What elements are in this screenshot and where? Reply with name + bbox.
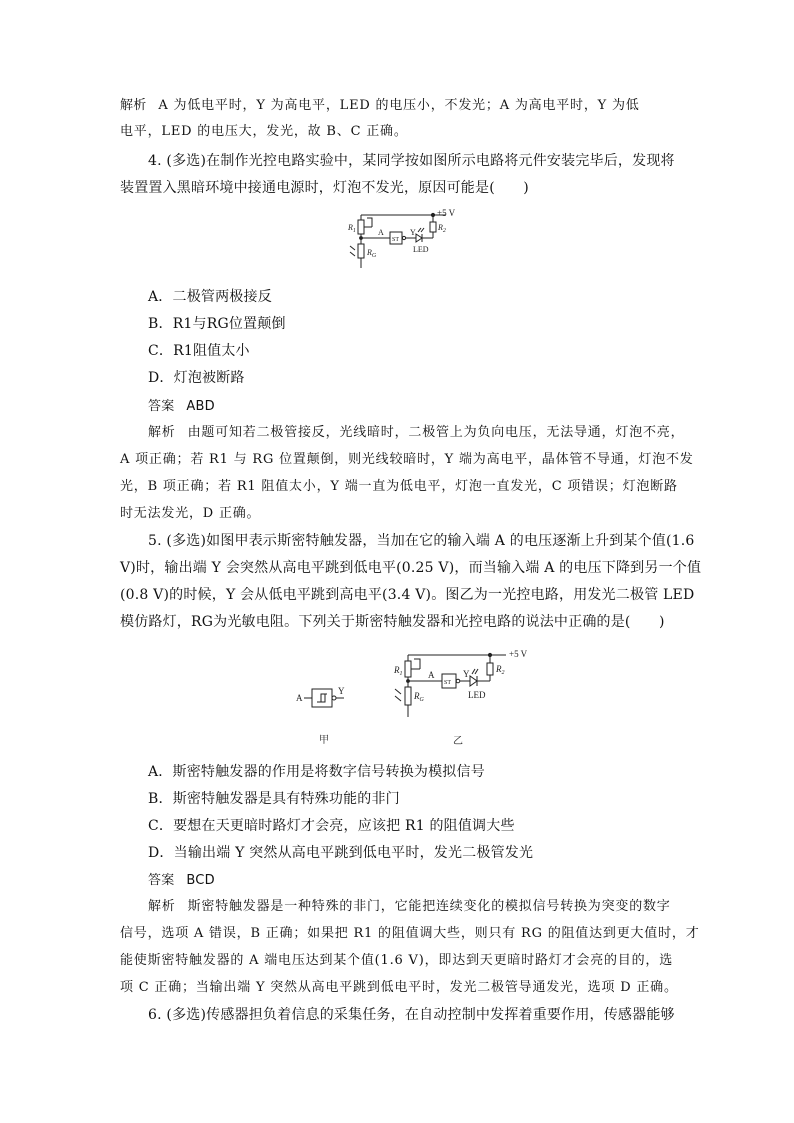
q5-stem-line-1: 5. (多选)如图甲表示斯密特触发器，当加在它的输入端 A 的电压逐渐上升到某个值(1.6 (148, 533, 695, 549)
q4-answer (148, 396, 704, 417)
svg-text:LED: LED (468, 690, 486, 700)
svg-text:LED: LED (413, 245, 429, 254)
q4-analysis-line-1: 解析 由题可知若二极管接反，光线暗时，二极管上为负向电压，无法导通，灯泡不亮， (148, 425, 685, 440)
q6-stem-line-1: 6. (多选)传感器担负着信息的采集任务，在自动控制中发挥着重要作用，传感器能够 (148, 1007, 675, 1023)
q4-analysis-line-4: 时无法发光，D 正确。 (120, 506, 261, 521)
q4-analysis-line-2: A 项正确；若 R1 与 RG 位置颠倒，则光线较暗时，Y 端为高电平，晶体管不导通，灯泡不发 (120, 452, 694, 467)
q4-option-b: B．R1与RG位置颠倒 (148, 316, 286, 332)
svg-text:RG: $R_G$ (367, 248, 377, 259)
svg-text:ST: ST (392, 237, 400, 243)
svg-text:ST: ST (444, 680, 452, 686)
q5-option-c: C．要想在天更暗时路灯才会亮，应该把 R1 的阻值调大些 (148, 818, 515, 834)
q4-stem-line-1: 4. (多选)在制作光控电路实验中，某同学按如图所示电路将元件安装完毕后，发现将 (148, 153, 675, 169)
answer-tag: 答案 (148, 399, 175, 414)
q4-answer-value: ABD (186, 399, 215, 414)
svg-text:R1: $R_1$ (348, 223, 356, 234)
svg-text:Y: Y (463, 669, 470, 679)
q4-analysis-line-3: 光，B 项正确；若 R1 阻值太小，Y 端一直为低电平，灯泡一直发光，C 项错误；灯泡断路 (120, 479, 678, 494)
svg-text:A: A (378, 228, 384, 237)
q5-stem-line-3: (0.8 V)的时候，Y 会从低电平跳到高电平(3.4 V)。图乙为一光控电路，用发光二极管 LED (120, 587, 695, 603)
q5-option-d: D．当输出端 Y 突然从高电平跳到低电平时，发光二极管发光 (148, 845, 534, 861)
q5-option-a: A．斯密特触发器的作用是将数字信号转换为模拟信号 (148, 764, 485, 780)
q4-option-d: D．灯泡被断路 (148, 370, 245, 386)
prev-analysis-line-2: 电平，LED 的电压大，发光，故 B、C 正确。 (120, 124, 408, 139)
q4-stem-line-2: 装置置入黑暗环境中接通电源时，灯泡不发光，原因可能是( ) (120, 180, 529, 196)
q4-fig-voltage: +5 V (437, 208, 456, 218)
svg-text:R2: $R_2$ (496, 664, 505, 676)
svg-text:Y: Y (410, 228, 416, 237)
analysis-tag: 解析 (120, 98, 147, 113)
prev-analysis-line-1: 解析 A 为低电平时，Y 为高电平，LED 的电压小，不发光；A 为高电平时，Y 为低 (120, 98, 640, 113)
q5-answer: 答案 BCD (148, 873, 215, 888)
q5-option-b: B．斯密特触发器是具有特殊功能的非门 (148, 791, 400, 807)
q5-analysis-line-4: 项 C 正确；当输出端 Y 突然从高电平跳到低电平时，发光二极管导通发光，选项 D 正确。 (120, 980, 678, 995)
q5-answer-value: BCD (186, 873, 215, 888)
svg-text:A: A (428, 670, 435, 680)
q5-stem-line-4: 模仿路灯，RG为光敏电阻。下列关于斯密特触发器和光控电路的说法中正确的是( ) (120, 614, 665, 630)
svg-text:R1: $R_1$ (394, 665, 403, 677)
svg-text:A: A (296, 693, 303, 703)
q5-analysis-line-1: 解析 斯密特触发器是一种特殊的非门，它能把连续变化的模拟信号转换为突变的数字 (148, 899, 671, 914)
q5-analysis-line-2: 信号，选项 A 错误，B 正确；如果把 R1 的阻值调大些，则只有 RG 的阻值达到更大值时，才 (120, 926, 700, 941)
q4-option-a: A．二极管两极接反 (148, 289, 272, 305)
svg-text:R2: $R_2$ (438, 223, 446, 234)
q5-circuit-figure (282, 641, 540, 751)
q4-option-c: C．R1阻值太小 (148, 343, 250, 359)
figure-label-jia: 甲 (319, 735, 329, 746)
svg-text:+5 V: +5 V (509, 649, 528, 659)
figure-label-yi: 乙 (453, 736, 463, 747)
svg-text:Y: Y (338, 686, 345, 696)
q5-analysis-line-3: 能使斯密特触发器的 A 端电压达到某个值(1.6 V)，即达到天更暗时路灯才会亮的目的，选 (120, 953, 673, 968)
q5-stem-line-2: V)时，输出端 Y 会突然从高电平跳到低电平(0.25 V)，而当输入端 A 的电压下降到另一个值 (120, 560, 702, 576)
svg-text:RG: $R_G$ (414, 691, 424, 703)
q4-circuit-figure (350, 206, 474, 278)
